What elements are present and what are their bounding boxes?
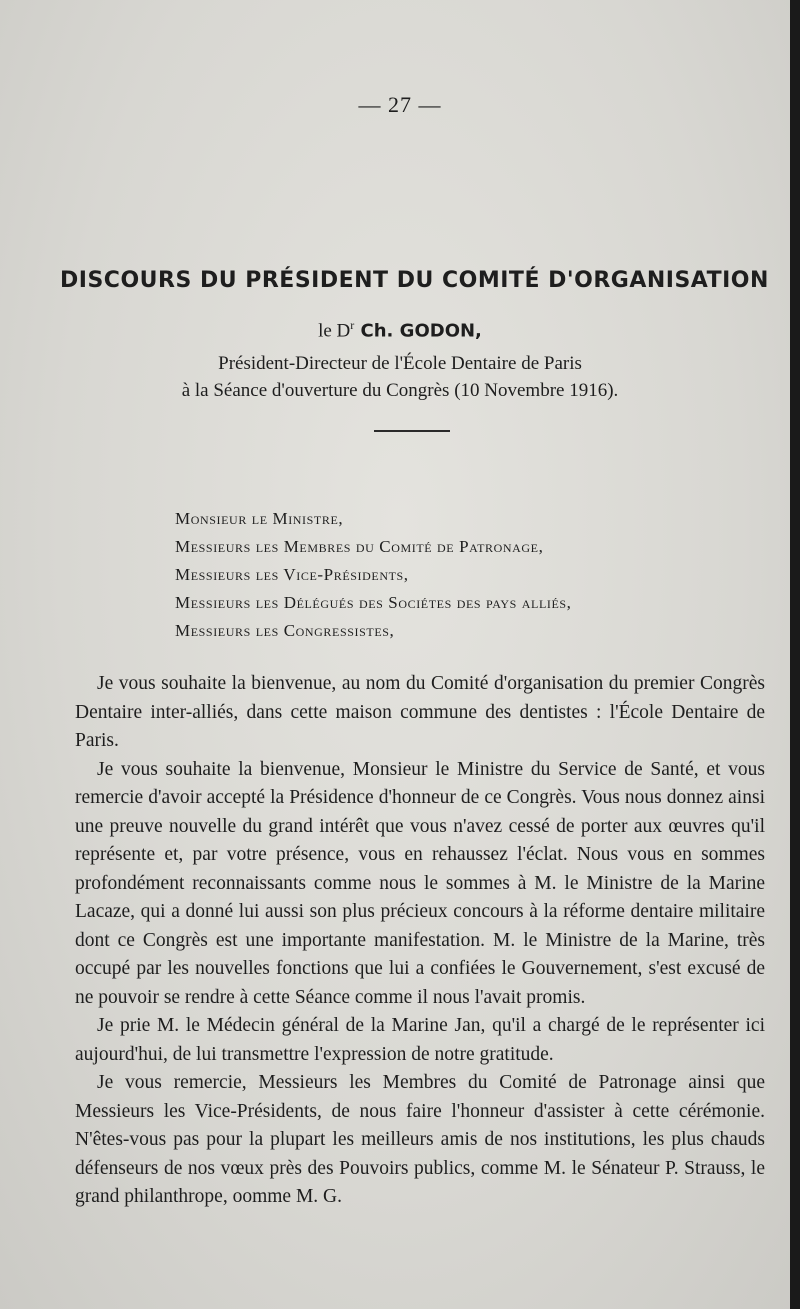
salutation-line: Messieurs les Délégués des Sociétes des pays alliés, <box>175 593 572 612</box>
affiliation-line-1: Président-Directeur de l'École Dentaire de Paris <box>218 353 582 374</box>
paragraph: Je vous souhaite la bienvenue, au nom du Comité d'organisation du premier Congrès Dentaire inter-alliés, dans cette maison commune des dentistes : l'École Dentaire de Paris. <box>75 673 765 751</box>
salutations <box>175 505 735 645</box>
page-number: — 27 — <box>358 92 442 117</box>
section-divider <box>374 430 450 432</box>
scan-edge <box>790 0 800 1309</box>
paragraph: Je prie M. le Médecin général de la Marine Jan, qu'il a chargé de le représenter ici aujourd'hui, de lui transmettre l'expression de notre gratitude. <box>75 1015 765 1065</box>
salutation-line: Messieurs les Membres du Comité de Patronage, <box>175 537 544 556</box>
paragraph: Je vous souhaite la bienvenue, Monsieur le Ministre du Service de Santé, et vous remercie d'avoir accepté la Présidence d'honneur de ce Congrès. Vous nous donnez ainsi une preuve nouvelle du grand intérêt que vous n'avez cessé de porter aux œuvres qu'il représente et, par votre présence, vous en rehaussez l'éclat. Nous vous en sommes profondément reconnaissants comme nous le sommes à M. le Ministre de la Marine Lacaze, qui a donné lui aussi son plus précieux concours à la réforme dentaire militaire dont ce Congrès est une importante manifestation. M. le Ministre de la Marine, très occupé par les nouvelles fonctions que lui a confiées le Gouvernement, s'est excusé de ne pouvoir se rendre à cette Séance comme il nous l'avait promis. <box>75 758 765 1008</box>
page-title: DISCOURS DU PRÉSIDENT DU COMITÉ D'ORGANISATION <box>60 268 769 293</box>
affiliation-line-2: à la Séance d'ouverture du Congrès (10 Novembre 1916). <box>181 380 619 401</box>
author-prefix-sup: r <box>350 318 355 332</box>
author-prefix: le D <box>318 320 351 342</box>
salutation-line: Messieurs les Vice-Présidents, <box>175 565 409 584</box>
paragraph: Je vous remercie, Messieurs les Membres du Comité de Patronage ainsi que Messieurs les Vice-Présidents, de nous faire l'honneur d'assister à cette cérémonie. N'êtes-vous pas pour la plupart les meilleurs amis de nos institutions, les plus chauds défenseurs de nos vœux près des Pouvoirs publics, comme M. le Sénateur P. Strauss, le grand philanthrope, oomme M. G. <box>75 1072 765 1207</box>
salutation-line: Messieurs les Congressistes, <box>175 621 395 640</box>
body-text <box>75 670 765 1212</box>
author-line <box>0 318 800 342</box>
author-first: Ch. <box>354 320 400 342</box>
salutation-line: Monsieur le Ministre, <box>175 509 344 528</box>
author-last: GODON, <box>399 320 482 342</box>
